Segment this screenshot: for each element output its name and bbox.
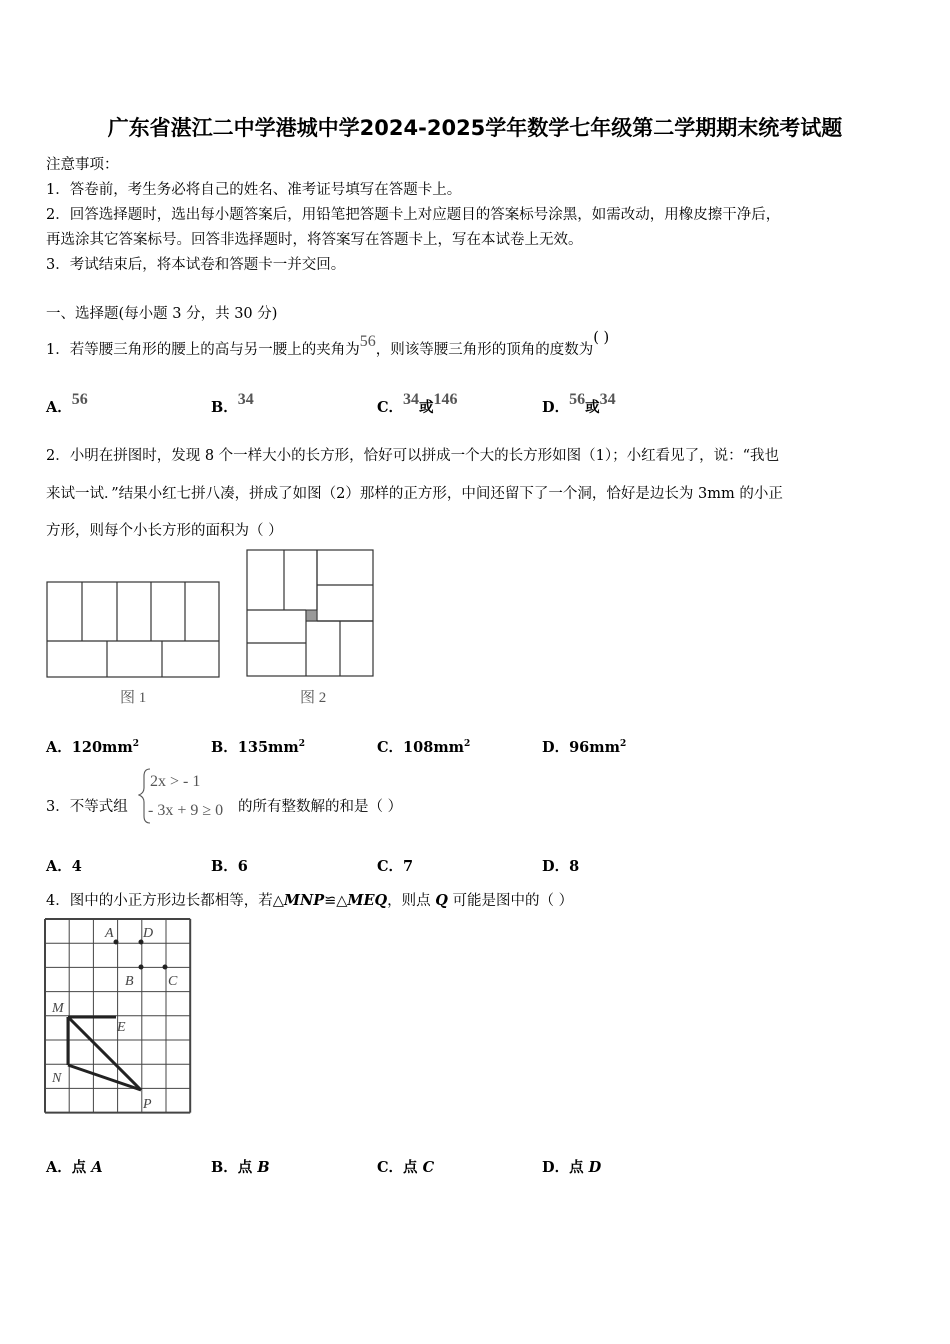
- label-E: E: [117, 1020, 126, 1035]
- notes-heading: 注意事项：: [46, 157, 119, 173]
- q2-option-b[interactable]: B．$135mm^2$: [211, 739, 305, 756]
- q1-option-c[interactable]: C．34或146: [377, 391, 458, 416]
- q2-figure-2: [244, 546, 379, 708]
- point-C-dot: [163, 965, 168, 970]
- q3-ineq-1: 2x > - 1: [150, 773, 201, 790]
- label-P: P: [143, 1097, 152, 1112]
- q3-option-b[interactable]: B．6: [211, 858, 248, 875]
- q2-line-3: 方形，则每个小长方形的面积为（ ）: [46, 523, 283, 539]
- section-heading: 一、选择题(每小题 3 分，共 30 分): [46, 306, 278, 322]
- label-D: D: [143, 926, 154, 941]
- q2-line-1: 2．小明在拼图时，发现 8 个一样大小的长方形，恰好可以拼成一个大的长方形如图（1）；小红看见了，说：“我也: [46, 448, 780, 464]
- fig1-outer-rect: [47, 582, 219, 677]
- q4-grid-figure: [44, 918, 192, 1116]
- q4-option-a[interactable]: A．点 A: [46, 1159, 103, 1176]
- q1-suffix: ，则该等腰三角形的顶角的度数为: [375, 342, 594, 358]
- point-B-dot: [139, 965, 144, 970]
- q1-prefix: 1．若等腰三角形的腰上的高与另一腰上的夹角为: [46, 342, 360, 358]
- q1-option-b[interactable]: B．34: [211, 391, 254, 416]
- fig2-hole: [306, 610, 317, 621]
- notes-item-1: 1．答卷前，考生务必将自己的姓名、准考证号填写在答题卡上。: [46, 182, 462, 198]
- q2-line-2: 来试一试．”结果小红七拼八凑，拼成了如图（2）那样的正方形，中间还留下了一个洞，恰好是边长为 3mm 的小正: [46, 486, 783, 502]
- fig1-caption: 图 1: [120, 690, 147, 706]
- q3-suffix: 的所有整数解的和是（ ）: [238, 799, 403, 815]
- q1-option-a[interactable]: A．56: [46, 391, 88, 416]
- q2-figure-1: [44, 578, 224, 708]
- label-A: A: [105, 926, 114, 941]
- q3-inequality-system: [138, 766, 240, 826]
- label-M: M: [52, 1001, 64, 1016]
- q3-option-c[interactable]: C．7: [377, 858, 414, 875]
- label-B: B: [125, 974, 134, 989]
- label-N: N: [52, 1071, 62, 1086]
- q2-option-a[interactable]: A．$120mm^2$: [46, 739, 139, 756]
- notes-item-2a: 2．回答选择题时，选出每小题答案后，用铅笔把答题卡上对应题目的答案标号涂黑，如需改动，用橡皮擦干净后，: [46, 207, 781, 223]
- q4-option-c[interactable]: C．点 C: [377, 1159, 435, 1176]
- q3-option-a[interactable]: A．4: [46, 858, 82, 875]
- q1-paren: ( ): [593, 330, 610, 346]
- question-4: 4．图中的小正方形边长都相等，若△MNP≌△MEQ，则点 Q 可能是图中的（ ）: [46, 892, 574, 909]
- q2-option-d[interactable]: D．$96mm^2$: [542, 739, 627, 756]
- q2-option-c[interactable]: C．$108mm^2$: [377, 739, 471, 756]
- notes-item-2b: 再选涂其它答案标号。回答非选择题时，将答案写在答题卡上，写在本试卷上无效。: [46, 232, 583, 248]
- point-A-dot: [114, 940, 119, 945]
- q4-option-b[interactable]: B．点 B: [211, 1159, 270, 1176]
- q3-ineq-2: - 3x + 9 ≥ 0: [148, 802, 224, 819]
- page-title: 广东省湛江二中学港城中学2024-2025学年数学七年级第二学期期末统考试题: [107, 116, 843, 140]
- q3-option-d[interactable]: D．8: [542, 858, 580, 875]
- question-1: [46, 330, 610, 359]
- fig2-caption: 图 2: [300, 690, 327, 706]
- notes-item-3: 3．考试结束后，将本试卷和答题卡一并交回。: [46, 257, 346, 273]
- q1-angle: 56: [359, 333, 376, 350]
- q1-option-d[interactable]: D．56或34: [542, 391, 616, 416]
- q4-option-d[interactable]: D．点 D: [542, 1159, 602, 1176]
- label-C: C: [168, 974, 178, 989]
- q3-prefix: 3．不等式组: [46, 799, 128, 815]
